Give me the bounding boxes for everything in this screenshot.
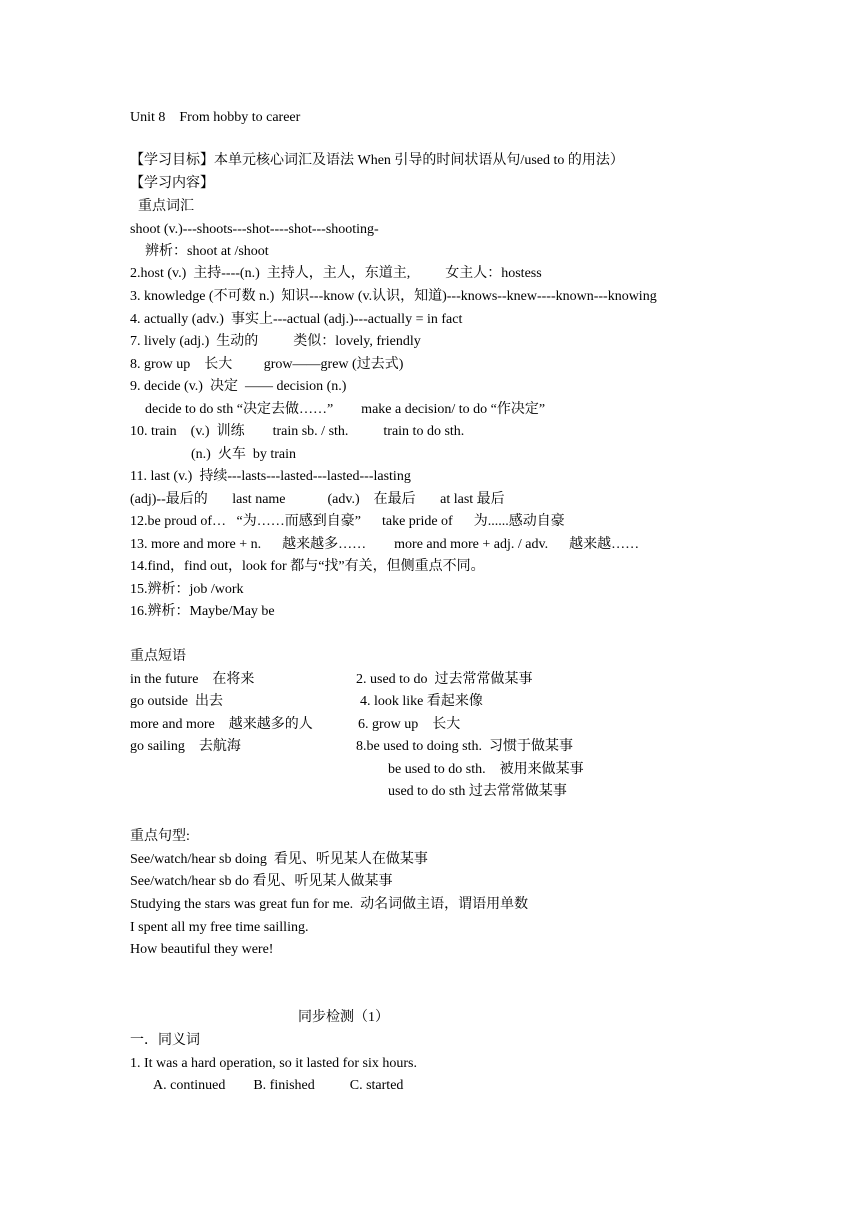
vocab-line: 15.辨析：job /work bbox=[130, 582, 244, 597]
sentence-line: I spent all my free time sailling. bbox=[130, 920, 309, 935]
phrase-left: go outside 出去 bbox=[130, 694, 223, 709]
vocab-line: 13. more and more + n. 越来越多…… more and more + adj. / adv. 越来越…… bbox=[130, 537, 640, 552]
vocab-line: 10. train (v.) 训练 train sb. / sth. train to do sth. bbox=[130, 424, 465, 439]
vocab-line: 8. grow up 长大 grow——grew (过去式) bbox=[130, 357, 404, 372]
vocab-heading: 重点词汇 bbox=[138, 199, 194, 214]
vocab-line: shoot (v.)---shoots---shot----shot---shooting- bbox=[130, 222, 379, 237]
phrase-left: more and more 越来越多的人 bbox=[130, 717, 313, 732]
vocab-line: 2.host (v.) 主持----(n.) 主持人，主人，东道主, 女主人：hostess bbox=[130, 266, 542, 281]
vocab-line: 12.be proud of… “为……而感到自豪” take pride of 为......感动自豪 bbox=[130, 514, 565, 529]
sentence-line: How beautiful they were! bbox=[130, 942, 274, 957]
test-heading: 同步检测（1） bbox=[298, 1010, 389, 1025]
phrase-right: be used to do sth. 被用来做某事 bbox=[388, 762, 584, 777]
sentence-line: See/watch/hear sb do 看见、听见某人做某事 bbox=[130, 874, 393, 889]
phrase-right: 4. look like 看起来像 bbox=[360, 694, 483, 709]
sentences-heading: 重点句型: bbox=[130, 829, 190, 844]
vocab-line: 14.find，find out，look for 都与“找”有关，但侧重点不同。 bbox=[130, 559, 485, 574]
test-options: A. continued B. finished C. started bbox=[153, 1078, 404, 1093]
phrase-right: 2. used to do 过去常常做某事 bbox=[356, 672, 533, 687]
test-question: 1. It was a hard operation, so it lasted for six hours. bbox=[130, 1056, 417, 1071]
sentence-line: Studying the stars was great fun for me. 动名词做主语，谓语用单数 bbox=[130, 897, 529, 912]
vocab-line: 辨析：shoot at /shoot bbox=[145, 244, 269, 259]
vocab-line: 7. lively (adj.) 生动的 类似：lovely, friendly bbox=[130, 334, 421, 349]
sentence-line: See/watch/hear sb doing 看见、听见某人在做某事 bbox=[130, 852, 428, 867]
vocab-line: 16.辨析：Maybe/May be bbox=[130, 604, 275, 619]
phrase-left: in the future 在将来 bbox=[130, 672, 255, 687]
vocab-line: (n.) 火车 by train bbox=[191, 447, 296, 462]
vocab-line: (adj)--最后的 last name (adv.) 在最后 at last 最后 bbox=[130, 492, 505, 507]
phrases-heading: 重点短语 bbox=[130, 649, 186, 664]
test-section-heading: 一．同义词 bbox=[130, 1033, 200, 1048]
objectives-line: 【学习目标】本单元核心词汇及语法 When 引导的时间状语从句/used to 的用法） bbox=[130, 153, 624, 168]
phrase-right: 8.be used to doing sth. 习惯于做某事 bbox=[356, 739, 573, 754]
page-title: Unit 8 From hobby to career bbox=[130, 110, 301, 125]
content-heading: 【学习内容】 bbox=[130, 176, 214, 191]
vocab-line: 11. last (v.) 持续---lasts---lasted---lasted---lasting bbox=[130, 469, 411, 484]
vocab-line: 3. knowledge (不可数 n.) 知识---know (v.认识，知道)---knows--knew----known---knowing bbox=[130, 289, 657, 304]
phrase-right: 6. grow up 长大 bbox=[358, 717, 461, 732]
vocab-line: decide to do sth “决定去做……” make a decision/ to do “作决定” bbox=[145, 402, 546, 417]
vocab-line: 4. actually (adv.) 事实上---actual (adj.)---actually = in fact bbox=[130, 312, 463, 327]
phrase-left: go sailing 去航海 bbox=[130, 739, 241, 754]
phrase-right: used to do sth 过去常常做某事 bbox=[388, 784, 567, 799]
vocab-line: 9. decide (v.) 决定 —— decision (n.) bbox=[130, 379, 347, 394]
